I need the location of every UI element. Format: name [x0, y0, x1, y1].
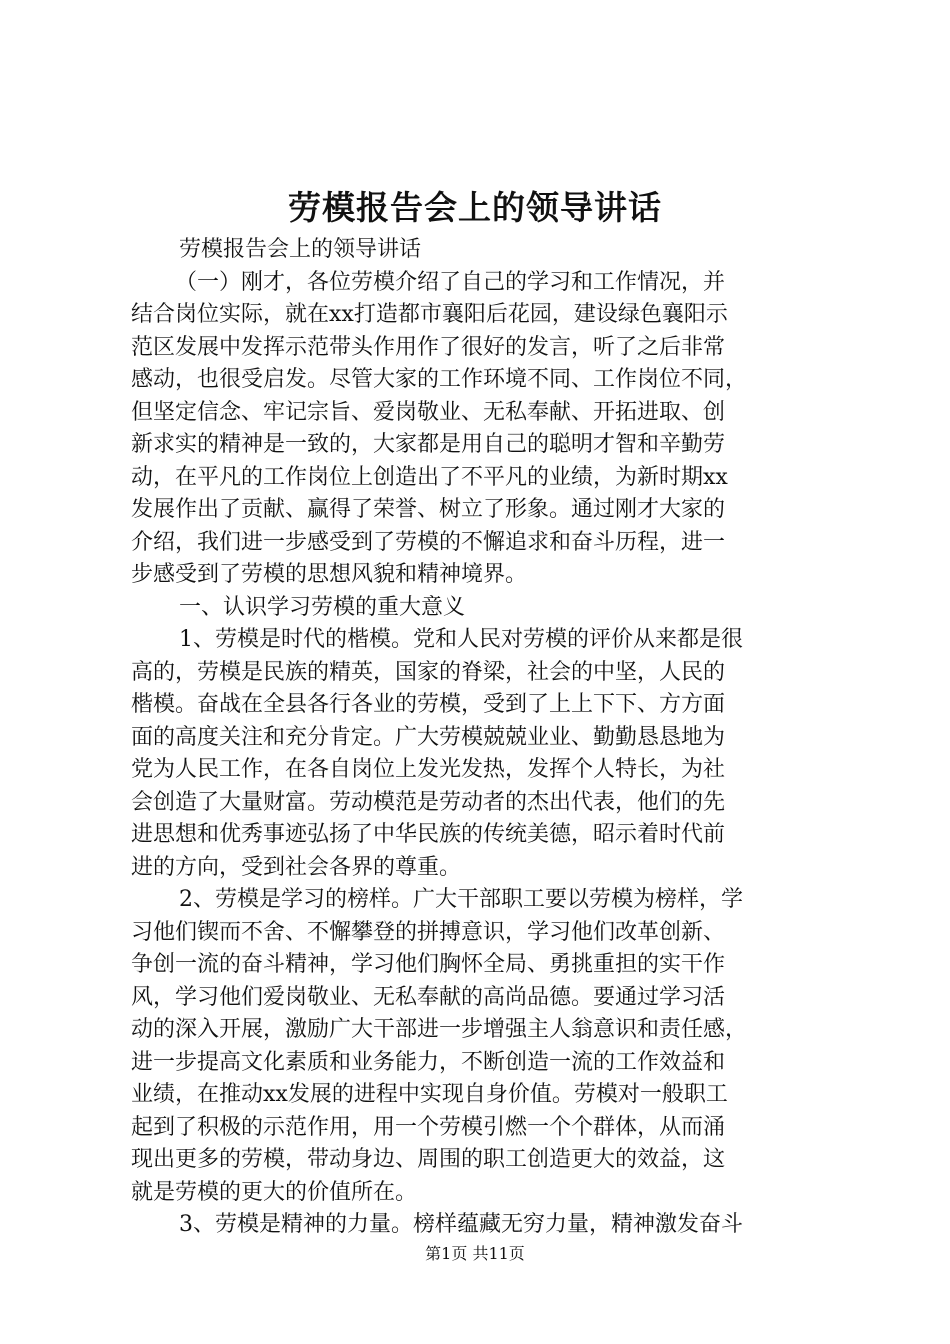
text-line: 业绩，在推动xx发展的进程中实现自身价值。劳模对一般职工: [131, 1082, 728, 1107]
text-line: 进的方向，受到社会各界的尊重。: [131, 854, 462, 880]
text-line: 新求实的精神是一致的，大家都是用自己的聪明才智和辛勤劳: [131, 432, 726, 457]
document-title: 劳模报告会上的领导讲话: [288, 188, 662, 227]
text-line: 会创造了大量财富。劳动模范是劳动者的杰出代表，他们的先: [131, 789, 726, 815]
section-heading: 一、认识学习劳模的重大意义: [179, 594, 466, 620]
text-line: 动的深入开展，激励广大干部进一步增强主人翁意识和责任感，: [131, 1017, 748, 1042]
text-line: 步感受到了劳模的思想风貌和精神境界。: [131, 562, 528, 587]
text-line: 介绍，我们进一步感受到了劳模的不懈追求和奋斗历程，进一: [131, 529, 726, 555]
text-line: 党为人民工作，在各自岗位上发光发热，发挥个人特长，为社: [131, 757, 726, 782]
text-line: 起到了积极的示范作用，用一个劳模引燃一个个群体，从而涌: [131, 1114, 726, 1140]
text-line: 但坚定信念、牢记宗旨、爱岗敬业、无私奉献、开拓进取、创: [131, 399, 726, 425]
text-line: 高的，劳模是民族的精英，国家的脊梁，社会的中坚，人民的: [131, 659, 726, 685]
text-line: 风，学习他们爱岗敬业、无私奉献的高尚品德。要通过学习活: [131, 984, 726, 1010]
text-line: 习他们锲而不舍、不懈攀登的拼搏意识，学习他们改革创新、: [131, 919, 726, 945]
text-line: 1、劳模是时代的楷模。党和人民对劳模的评价从来都是很: [179, 627, 743, 652]
text-line: 感动，也很受启发。尽管大家的工作环境不同、工作岗位不同，: [131, 367, 748, 392]
text-line: 就是劳模的更大的价值所在。: [131, 1179, 418, 1205]
text-line: 楷模。奋战在全县各行各业的劳模，受到了上上下下、方方面: [131, 692, 726, 717]
text-line: 2、劳模是学习的榜样。广大干部职工要以劳模为榜样，学: [179, 887, 743, 912]
text-line: 进思想和优秀事迹弘扬了中华民族的传统美德，昭示着时代前: [131, 822, 726, 847]
page-footer: 第1页 共11页: [425, 1244, 525, 1263]
text-line: 结合岗位实际，就在xx打造都市襄阳后花园，建设绿色襄阳示: [131, 302, 728, 327]
text-line: 劳模报告会上的领导讲话: [179, 237, 422, 262]
text-line: 现出更多的劳模，带动身边、周围的职工创造更大的效益，这: [131, 1147, 726, 1172]
text-line: 进一步提高文化素质和业务能力，不断创造一流的工作效益和: [131, 1049, 726, 1075]
document-body: [131, 234, 831, 1242]
text-line: 争创一流的奋斗精神，学习他们胸怀全局、勇挑重担的实干作: [131, 952, 726, 977]
text-line: （一）刚才，各位劳模介绍了自己的学习和工作情况，并: [175, 269, 726, 295]
text-line: 发展作出了贡献、赢得了荣誉、树立了形象。通过刚才大家的: [131, 497, 726, 522]
text-line: 面的高度关注和充分肯定。广大劳模兢兢业业、勤勤恳恳地为: [131, 724, 726, 750]
text-line: 动，在平凡的工作岗位上创造出了不平凡的业绩，为新时期xx: [131, 464, 728, 490]
text-line: 3、劳模是精神的力量。榜样蕴藏无穷力量，精神激发奋斗: [179, 1212, 743, 1237]
text-line: 范区发展中发挥示范带头作用作了很好的发言，听了之后非常: [131, 334, 726, 360]
